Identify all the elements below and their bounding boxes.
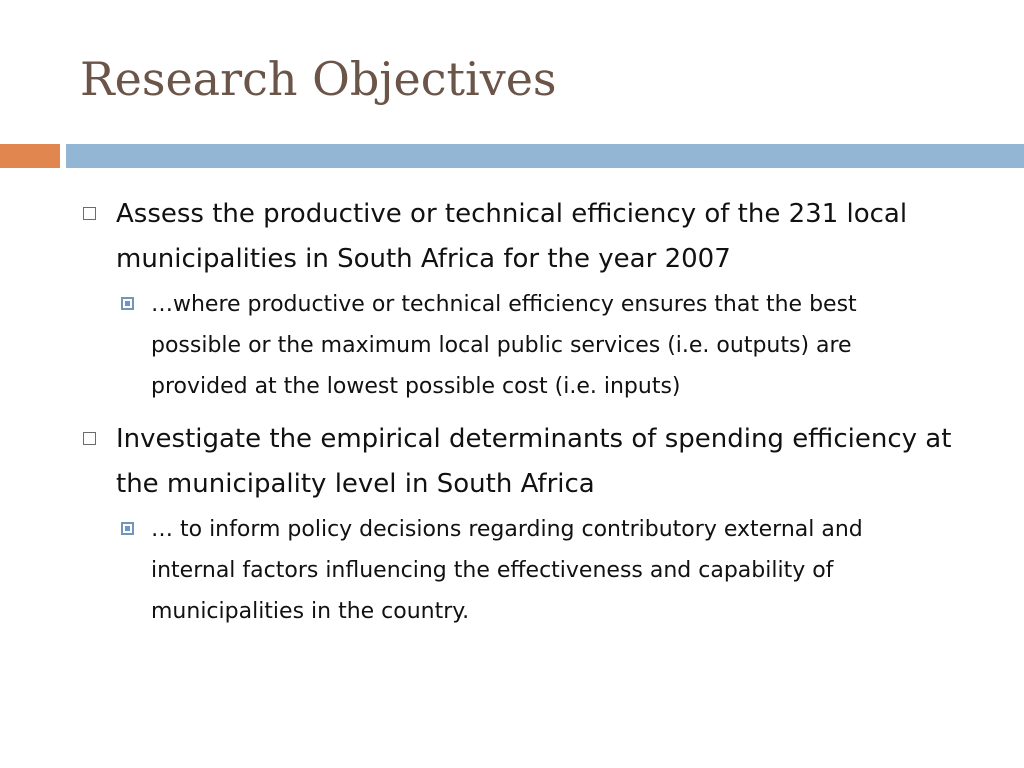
square-bullet-icon	[83, 432, 96, 445]
sub-bullet-item-2	[151, 509, 911, 632]
bullet-item-1	[80, 192, 980, 282]
bullet-text: Investigate the empirical determinants of spending efficiency at the municipality level in South Africa	[116, 424, 952, 499]
accent-bar-blue	[66, 144, 1024, 168]
sub-bullet-text: … to inform policy decisions regarding contributory external and internal factors influencing the effectiveness and capability of municipalities in the country.	[151, 517, 863, 624]
filled-square-bullet-icon	[121, 297, 134, 310]
accent-bar-orange	[0, 144, 60, 168]
filled-square-bullet-icon	[121, 522, 134, 535]
square-bullet-icon	[83, 207, 96, 220]
slide-title: Research Objectives	[80, 52, 557, 106]
sub-bullet-text: …where productive or technical efficiency ensures that the best possible or the maximum local public services (i.e. outputs) are provided at the lowest possible cost (i.e. inputs)	[151, 292, 857, 399]
bullet-text: Assess the productive or technical efficiency of the 231 local municipalities in South Africa for the year 2007	[116, 199, 908, 274]
bullet-item-2	[80, 417, 980, 507]
bullet-list	[80, 192, 980, 642]
sub-bullet-item-1	[151, 284, 911, 407]
